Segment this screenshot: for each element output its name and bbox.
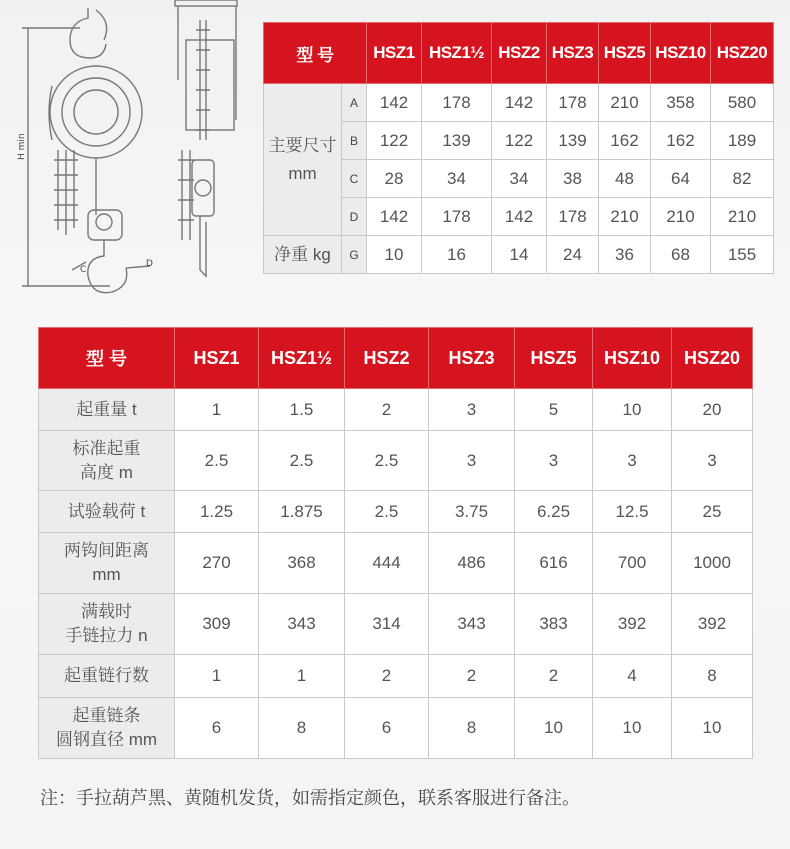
cell: 155 [711, 236, 774, 274]
cell: 189 [711, 122, 774, 160]
cell: 2 [429, 655, 515, 698]
row-code: C [342, 160, 367, 198]
row-code: G [342, 236, 367, 274]
cell: 3.75 [429, 491, 515, 533]
row-label: 满载时 手链拉力 n [39, 594, 175, 655]
cell: 8 [259, 698, 345, 759]
cell: 8 [672, 655, 753, 698]
header-model: HSZ1 [175, 328, 259, 389]
row-label: 两钩间距离 mm [39, 533, 175, 594]
cell: 38 [547, 160, 599, 198]
table-row [39, 431, 753, 491]
cell: 6 [345, 698, 429, 759]
cell: 6 [175, 698, 259, 759]
cell: 4 [593, 655, 672, 698]
dimension-table [263, 22, 774, 274]
cell: 1 [259, 655, 345, 698]
cell: 34 [422, 160, 492, 198]
header-model: HSZ2 [492, 23, 547, 84]
cell: 314 [345, 594, 429, 655]
header-model: HSZ20 [711, 23, 774, 84]
table-row [39, 533, 753, 594]
cell: 1.25 [175, 491, 259, 533]
cell: 178 [547, 198, 599, 236]
cell: 2.5 [175, 431, 259, 491]
cell: 48 [599, 160, 651, 198]
header-model-label: 型 号 [264, 23, 367, 84]
dimension-table-header [264, 23, 774, 84]
cell: 210 [711, 198, 774, 236]
header-model: HSZ1½ [259, 328, 345, 389]
cell: 36 [599, 236, 651, 274]
cell: 3 [672, 431, 753, 491]
cell: 122 [492, 122, 547, 160]
table-row [39, 491, 753, 533]
cell: 343 [429, 594, 515, 655]
row-label: 起重链条 圆钢直径 mm [39, 698, 175, 759]
cell: 139 [422, 122, 492, 160]
cell: 178 [422, 198, 492, 236]
cell: 3 [515, 431, 593, 491]
cell: 3 [429, 431, 515, 491]
cell: 178 [547, 84, 599, 122]
cell: 162 [599, 122, 651, 160]
cell: 16 [422, 236, 492, 274]
dims-group-label: 主要尺寸 mm [264, 84, 342, 236]
cell: 8 [429, 698, 515, 759]
cell: 444 [345, 533, 429, 594]
cell: 392 [672, 594, 753, 655]
cell: 5 [515, 389, 593, 431]
cell: 10 [672, 698, 753, 759]
parameter-table-header [39, 328, 753, 389]
cell: 2.5 [259, 431, 345, 491]
cell: 343 [259, 594, 345, 655]
cell: 1000 [672, 533, 753, 594]
row-label: 试验载荷 t [39, 491, 175, 533]
header-model: HSZ5 [599, 23, 651, 84]
header-model: HSZ10 [593, 328, 672, 389]
cell: 2 [345, 655, 429, 698]
cell: 2.5 [345, 491, 429, 533]
header-model-label: 型 号 [39, 328, 175, 389]
cell: 2.5 [345, 431, 429, 491]
cell: 142 [367, 84, 422, 122]
table-row [39, 655, 753, 698]
row-code: D [342, 198, 367, 236]
dimension-d-label: D [146, 259, 153, 269]
cell: 10 [367, 236, 422, 274]
cell: 3 [593, 431, 672, 491]
cell: 6.25 [515, 491, 593, 533]
cell: 616 [515, 533, 593, 594]
header-model: HSZ3 [547, 23, 599, 84]
header-model: HSZ2 [345, 328, 429, 389]
cell: 12.5 [593, 491, 672, 533]
cell: 3 [429, 389, 515, 431]
footnote: 注：手拉葫芦黑、黄随机发货，如需指定颜色，联系客服进行备注。 [40, 788, 580, 808]
header-model: HSZ1 [367, 23, 422, 84]
table-row [39, 698, 753, 759]
hoist-diagram [0, 0, 258, 300]
cell: 82 [711, 160, 774, 198]
table-row [264, 84, 774, 122]
cell: 10 [593, 698, 672, 759]
row-label: 起重链行数 [39, 655, 175, 698]
cell: 1 [175, 655, 259, 698]
cell: 24 [547, 236, 599, 274]
cell: 210 [599, 198, 651, 236]
cell: 383 [515, 594, 593, 655]
cell: 142 [492, 84, 547, 122]
row-code: B [342, 122, 367, 160]
parameter-table [38, 327, 753, 759]
cell: 25 [672, 491, 753, 533]
table-row [264, 236, 774, 274]
cell: 1.875 [259, 491, 345, 533]
row-label: 起重量 t [39, 389, 175, 431]
header-model: HSZ10 [651, 23, 711, 84]
cell: 142 [492, 198, 547, 236]
cell: 10 [515, 698, 593, 759]
cell: 10 [593, 389, 672, 431]
cell: 178 [422, 84, 492, 122]
row-label: 标准起重 高度 m [39, 431, 175, 491]
cell: 1 [175, 389, 259, 431]
cell: 700 [593, 533, 672, 594]
cell: 309 [175, 594, 259, 655]
header-model: HSZ5 [515, 328, 593, 389]
cell: 122 [367, 122, 422, 160]
cell: 20 [672, 389, 753, 431]
table-row [39, 389, 753, 431]
cell: 210 [651, 198, 711, 236]
table-row [39, 594, 753, 655]
cell: 358 [651, 84, 711, 122]
cell: 68 [651, 236, 711, 274]
cell: 28 [367, 160, 422, 198]
dimension-h-label: H min [17, 133, 27, 160]
cell: 139 [547, 122, 599, 160]
header-model: HSZ3 [429, 328, 515, 389]
cell: 210 [599, 84, 651, 122]
row-code: A [342, 84, 367, 122]
cell: 162 [651, 122, 711, 160]
header-model: HSZ20 [672, 328, 753, 389]
cell: 392 [593, 594, 672, 655]
cell: 2 [345, 389, 429, 431]
cell: 580 [711, 84, 774, 122]
cell: 1.5 [259, 389, 345, 431]
cell: 142 [367, 198, 422, 236]
cell: 486 [429, 533, 515, 594]
cell: 64 [651, 160, 711, 198]
cell: 368 [259, 533, 345, 594]
cell: 14 [492, 236, 547, 274]
cell: 270 [175, 533, 259, 594]
weight-label: 净重 kg [264, 236, 342, 274]
cell: 34 [492, 160, 547, 198]
cell: 2 [515, 655, 593, 698]
header-model: HSZ1½ [422, 23, 492, 84]
dimension-c-label: C [80, 265, 87, 275]
